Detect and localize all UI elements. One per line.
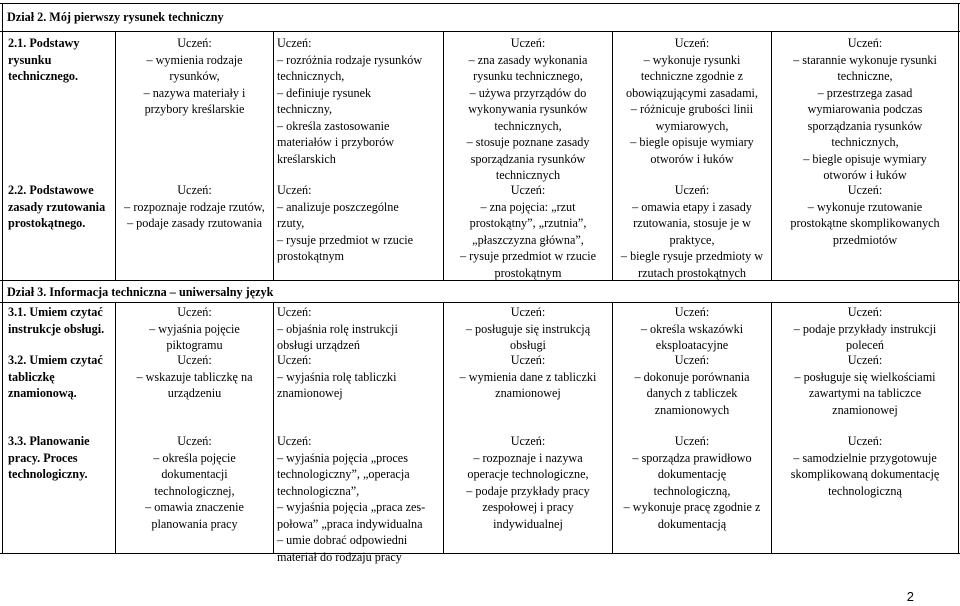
competency-line: Uczeń:: [277, 36, 312, 50]
competency-cell: [274, 304, 443, 354]
competency-line: Uczeń:: [277, 434, 312, 448]
competency-line: urządzeniu: [167, 386, 222, 400]
competency-line: materiał do rodzaju pracy: [277, 549, 402, 564]
competency-line: dokumentacją: [657, 516, 727, 531]
competency-line: – wymienia dane z tabliczki: [459, 369, 597, 384]
competency-line: Uczeń:: [847, 353, 883, 367]
competency-line: Uczeń:: [847, 305, 883, 319]
competency-cell: [116, 182, 273, 232]
competency-cell: [613, 182, 771, 281]
competency-cell: [613, 304, 771, 354]
competency-line: zespołowej i pracy: [482, 500, 574, 514]
competency-line: – różnicuje grubości linii: [630, 102, 754, 116]
topic-line: 3.2. Umiem czytać: [8, 353, 103, 367]
competency-line: – posługuje się instrukcją: [465, 321, 591, 336]
competency-line: Uczeń:: [674, 434, 710, 448]
competency-line: prostokątnym: [494, 265, 562, 280]
competency-line: połowa” „praca indywidualna: [277, 516, 423, 531]
topic-line: instrukcje obsługi.: [8, 321, 105, 336]
competency-cell: [116, 35, 273, 118]
topic-line: 2.1. Podstawy: [8, 36, 80, 50]
competency-cell: [613, 352, 771, 418]
competency-line: wymiarowania podczas: [807, 102, 923, 116]
competency-line: techniczne zgodnie z: [640, 69, 744, 83]
competency-line: przedmiotów: [832, 232, 898, 247]
competency-line: obsługi urządzeń: [277, 338, 360, 352]
competency-line: rysunków,: [169, 69, 220, 83]
competency-line: – wykonuje rysunki: [643, 52, 741, 67]
competency-line: dokumentację: [657, 467, 727, 481]
competency-line: – analizuje poszczególne: [277, 199, 399, 214]
competency-line: – zna zasady wykonania: [468, 52, 588, 67]
competency-line: – starannie wykonuje rysunki: [793, 52, 937, 67]
competency-line: obsługi: [510, 338, 546, 352]
competency-line: techniczny,: [277, 102, 333, 116]
competency-line: – stosuje poznane zasady: [466, 135, 590, 149]
table-rule: [0, 3, 960, 4]
topic-line: 3.1. Umiem czytać: [8, 305, 103, 319]
competency-line: Uczeń:: [510, 434, 546, 448]
competency-line: Uczeń:: [510, 305, 546, 319]
topic-line: prostokątnego.: [8, 216, 86, 230]
competency-line: – wyjaśnia rolę tabliczki: [277, 369, 397, 384]
competency-line: Uczeń:: [510, 183, 546, 197]
topic-line: rysunku: [8, 52, 52, 67]
competency-line: prostokątne skomplikowanych: [790, 216, 940, 230]
competency-line: praktyce,: [669, 232, 715, 247]
competency-line: wykonywania rysunków: [468, 102, 588, 116]
competency-line: operacje technologiczne,: [467, 467, 589, 481]
competency-line: techniczne,: [837, 69, 893, 83]
competency-line: piktogramu: [166, 338, 223, 352]
competency-line: Uczeń:: [177, 305, 212, 319]
topic-cell: [5, 433, 115, 483]
competency-line: technicznych: [495, 168, 561, 182]
competency-line: obowiązującymi zasadami,: [626, 85, 758, 100]
competency-line: Uczeń:: [177, 434, 212, 448]
competency-line: Uczeń:: [510, 36, 546, 50]
competency-line: technologiczna”,: [277, 483, 360, 498]
competency-line: – dokonuje porównania: [634, 369, 750, 384]
topic-cell: [5, 352, 115, 402]
competency-line: – podaje przykłady instrukcji: [793, 321, 937, 336]
competency-cell: [444, 182, 612, 281]
competency-cell: [444, 35, 612, 184]
competency-cell: [613, 433, 771, 532]
competency-line: – zna pojęcia: „rzut: [480, 199, 576, 214]
competency-line: – używa przyrządów do: [469, 85, 587, 100]
section-2-title: Dział 2. Mój pierwszy rysunek techniczny: [7, 10, 224, 24]
competency-line: zawartymi na tabliczce: [808, 386, 922, 400]
competency-line: – rozpoznaje rodzaje rzutów,: [124, 199, 265, 214]
table-rule: [0, 31, 960, 32]
competency-line: Uczeń:: [847, 183, 883, 197]
competency-line: – objaśnia rolę instrukcji: [277, 321, 398, 336]
competency-line: otworów i łuków: [650, 151, 734, 166]
competency-line: – podaje zasady rzutowania: [126, 216, 263, 230]
competency-line: – wskazuje tabliczkę na: [136, 369, 253, 384]
competency-line: otworów i łuków: [823, 168, 907, 182]
competency-line: – określa zastosowanie: [277, 118, 390, 133]
competency-line: – rozpoznaje i nazywa: [473, 450, 583, 465]
competency-cell: [274, 433, 443, 565]
page-number: 2: [906, 589, 914, 604]
topic-line: technologiczny.: [8, 467, 88, 481]
topic-cell: [5, 35, 115, 85]
competency-line: – samodzielnie przygotowuje: [793, 450, 937, 465]
competency-line: – wymienia rodzaje: [146, 52, 243, 67]
competency-line: technicznych,: [277, 69, 345, 83]
competency-line: materiałów i przyborów: [277, 135, 395, 149]
competency-line: – wyjaśnia pojęcia „proces: [277, 450, 408, 465]
table-rule: [958, 3, 959, 553]
topic-cell: [5, 182, 115, 232]
competency-line: Uczeń:: [674, 305, 710, 319]
competency-line: – przestrzega zasad: [817, 85, 913, 100]
competency-line: – omawia etapy i zasady: [632, 199, 752, 214]
competency-line: – biegle opisuje wymiary: [630, 135, 754, 149]
competency-cell: [444, 304, 612, 354]
competency-line: – określa pojęcie: [153, 450, 236, 465]
competency-line: poleceń: [846, 338, 884, 352]
competency-line: rzutach prostokątnych: [638, 265, 746, 280]
competency-line: – wykonuje pracę zgodnie z: [623, 500, 761, 514]
competency-cell: [444, 352, 612, 402]
competency-line: prostokątnym: [277, 249, 345, 263]
topic-line: 3.3. Planowanie: [8, 434, 90, 448]
competency-line: znamionowej: [832, 402, 898, 417]
competency-line: danych z tabliczek: [646, 386, 738, 400]
competency-line: skomplikowaną dokumentację: [790, 467, 940, 481]
topic-line: technicznego.: [8, 69, 79, 83]
competency-line: znamionowych: [654, 402, 730, 417]
topic-cell: [5, 304, 115, 337]
competency-line: znamionowej: [495, 386, 561, 400]
topic-line: 2.2. Podstawowe: [8, 183, 94, 197]
section-3-title: Dział 3. Informacja techniczna – uniwersalny język: [7, 285, 274, 299]
competency-line: Uczeń:: [510, 353, 546, 367]
competency-cell: [274, 35, 443, 167]
topic-line: pracy. Proces: [8, 450, 78, 465]
competency-line: – podaje przykłady pracy: [466, 483, 590, 498]
competency-line: Uczeń:: [847, 434, 883, 448]
table-rule: [2, 3, 3, 553]
competency-line: – wyjaśnia pojęcia „praca zes-: [277, 500, 426, 514]
competency-cell: [772, 304, 958, 354]
competency-line: technicznych,: [494, 118, 562, 133]
competency-line: – wykonuje rzutowanie: [807, 199, 923, 214]
competency-line: Uczeń:: [177, 183, 212, 197]
competency-line: – sporządza prawidłowo: [632, 450, 752, 465]
competency-cell: [274, 352, 443, 402]
competency-line: Uczeń:: [177, 36, 212, 50]
competency-line: – rysuje przedmiot w rzucie: [277, 232, 414, 247]
competency-cell: [613, 35, 771, 167]
competency-cell: [444, 433, 612, 532]
competency-line: – biegle rysuje przedmioty w: [620, 249, 764, 263]
table-rule: [0, 553, 960, 554]
topic-line: tabliczkę: [8, 369, 55, 384]
competency-line: dokumentacji: [161, 467, 228, 481]
competency-cell: [116, 352, 273, 402]
competency-line: Uczeń:: [277, 353, 312, 367]
competency-line: technologiczną: [828, 483, 902, 498]
topic-line: znamionową.: [8, 386, 77, 400]
competency-line: rysunku technicznego,: [473, 69, 583, 83]
competency-line: „płaszczyzna główna”,: [472, 232, 584, 247]
competency-line: – umie dobrać odpowiedni: [277, 533, 408, 547]
competency-cell: [116, 433, 273, 532]
competency-line: – omawia znaczenie: [145, 500, 244, 514]
competency-line: Uczeń:: [674, 183, 710, 197]
competency-line: indywidualnej: [493, 516, 563, 531]
competency-cell: [772, 35, 958, 184]
competency-line: rzutowania, stosuje je w: [633, 216, 751, 230]
competency-line: eksploatacyjne: [655, 338, 729, 352]
competency-line: – biegle opisuje wymiary: [803, 151, 927, 166]
competency-line: – wyjaśnia pojęcie: [149, 321, 240, 336]
competency-line: kreślarskich: [277, 151, 336, 166]
competency-line: wymiarowych,: [655, 118, 729, 133]
competency-line: sporządzania rysunków: [470, 151, 586, 166]
competency-line: Uczeń:: [847, 36, 883, 50]
competency-line: Uczeń:: [674, 353, 710, 367]
competency-line: technologiczny”, „operacja: [277, 467, 410, 481]
competency-line: – nazywa materiały i: [143, 85, 246, 100]
competency-line: znamionowej: [277, 386, 343, 400]
competency-line: – rozróżnia rodzaje rysunków: [277, 52, 423, 67]
competency-cell: [772, 182, 958, 248]
competency-line: – definiuje rysunek: [277, 85, 372, 100]
table-rule: [0, 302, 960, 303]
competency-line: – posługuje się wielkościami: [794, 369, 936, 384]
competency-line: rzuty,: [277, 216, 305, 230]
competency-line: – rysuje przedmiot w rzucie: [459, 249, 597, 263]
competency-line: przybory kreślarskie: [144, 102, 245, 116]
competency-line: prostokątny”, „rzutnia”,: [469, 216, 587, 230]
competency-cell: [772, 433, 958, 499]
competency-line: Uczeń:: [674, 36, 710, 50]
competency-cell: [274, 182, 443, 265]
competency-cell: [772, 352, 958, 418]
competency-cell: [116, 304, 273, 354]
competency-line: sporządzania rysunków: [807, 118, 923, 133]
competency-line: Uczeń:: [277, 305, 312, 319]
competency-line: Uczeń:: [177, 353, 212, 367]
competency-line: planowania pracy: [151, 516, 238, 531]
competency-line: Uczeń:: [277, 183, 312, 197]
topic-line: zasady rzutowania: [8, 199, 106, 214]
competency-line: – określa wskazówki: [640, 321, 744, 336]
competency-line: technologicznej,: [154, 483, 235, 498]
competency-line: technicznych,: [831, 135, 899, 149]
competency-line: technologiczną,: [653, 483, 731, 498]
